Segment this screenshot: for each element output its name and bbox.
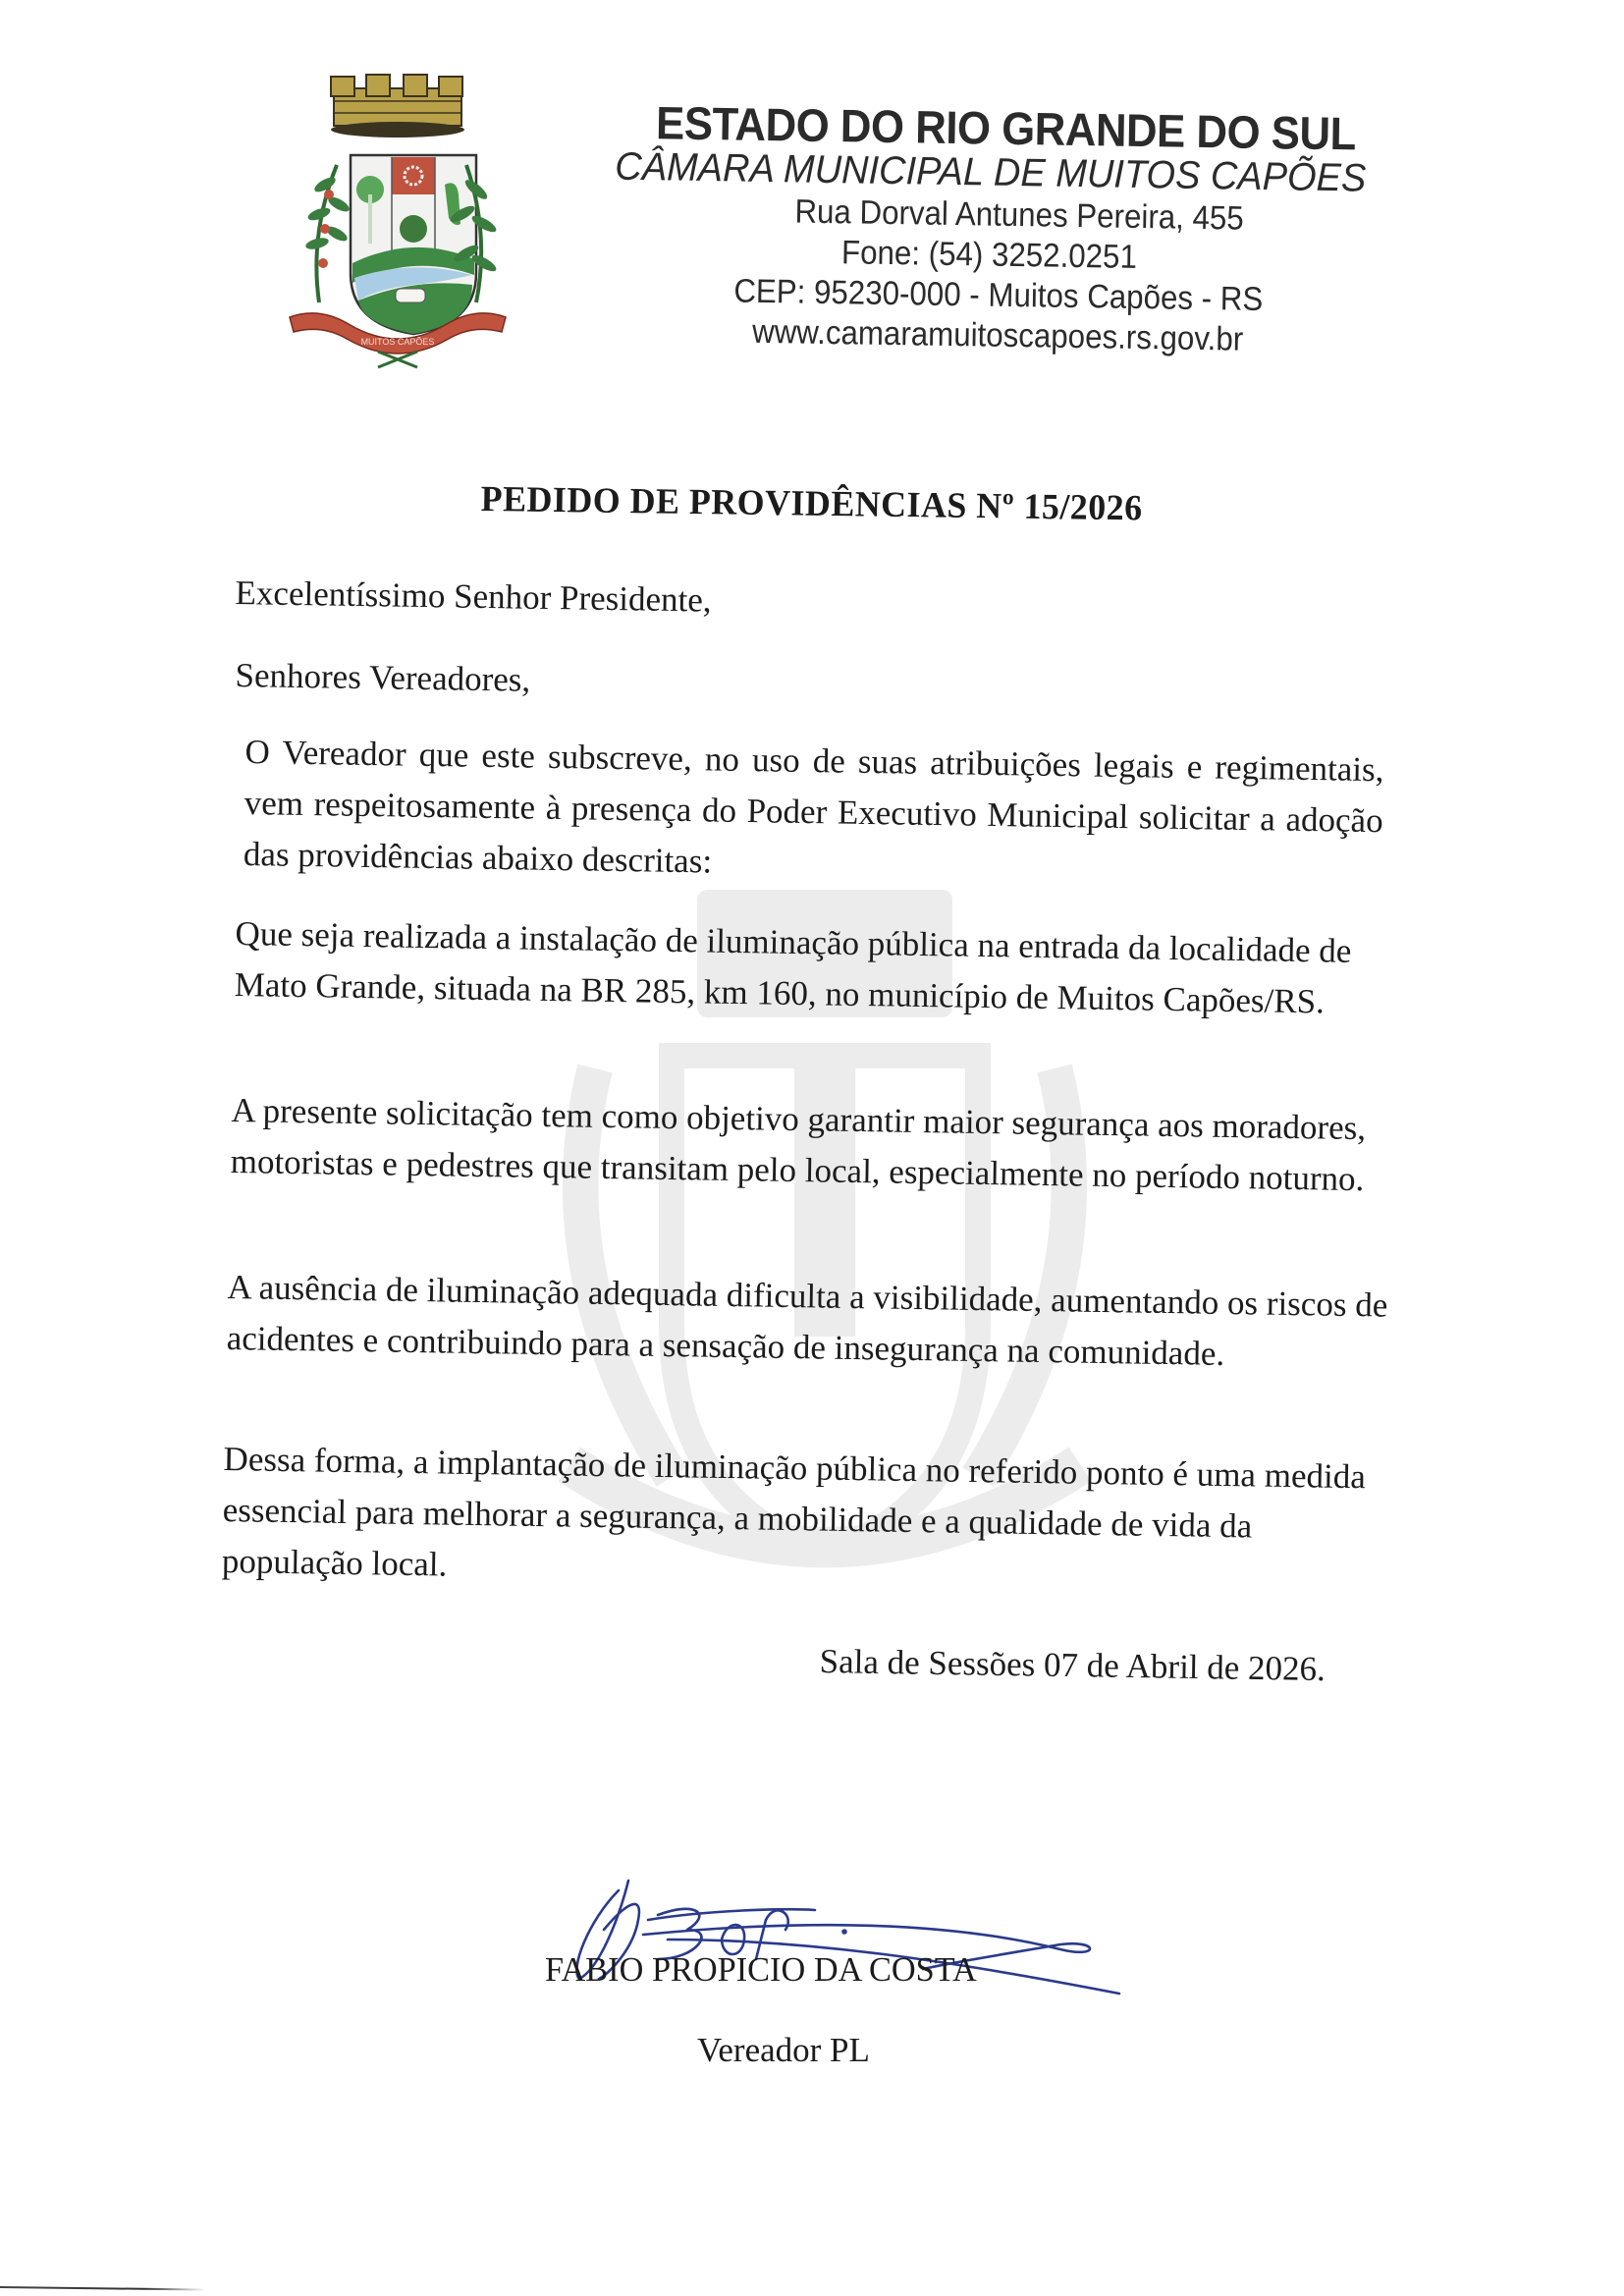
salutation-president [235,568,1394,637]
paragraph-text: Que seja realizada a instalação de iluminação pública na entrada da localidade de Mato Grande, situada na BR 285, km 160, no município de Muitos Capões/RS. [234,913,1352,1021]
paragraph-conclusion [222,1434,1402,1606]
letterhead-chamber: CÂMARA MUNICIPAL DE MUITOS CAPÕES [614,144,1367,200]
session-date: Sala de Sessões 07 de Abril de 2026. [819,1642,1326,1689]
paragraph-objective [230,1085,1389,1206]
paragraph-text: A presente solicitação tem como objetivo garantir maior segurança aos moradores, motoristas e pedestres que transitam pelo local, especialmente no período noturno. [230,1090,1367,1199]
letterhead-address: Rua Dorval Antunes Pereira, 455 [794,192,1245,238]
emblem-banner-text: MUITOS CAPÕES [360,337,435,347]
letterhead-website: www.camaramuitoscapoes.rs.gov.br [751,312,1244,358]
letterhead-state: ESTADO DO RIO GRANDE DO SUL [655,96,1357,160]
paragraph-intro [244,727,1384,898]
signer-role: Vereador PL [697,2031,870,2069]
municipal-coat-of-arms-icon [280,67,515,371]
paragraph-text: O Vereador que este subscreve, no uso de suas atribuições legais e regimentais, vem respeitosamente à presença do Poder Executivo Municipal solicitar a adoção das providências abaixo descritas: [243,732,1384,881]
scan-edge-line [0,2286,206,2291]
salutation-councilors [235,650,1394,720]
letterhead-cep: CEP: 95230-000 - Muitos Capões - RS [733,272,1264,318]
letterhead [575,94,1404,362]
paragraph-text: A ausência de iluminação adequada dificulta a visibilidade, aumentando os riscos de acidentes e contribuindo para a sensação de insegurança na comunidade. [226,1267,1388,1373]
mural-crown-icon [331,75,464,137]
handwritten-signature-icon [550,1861,1139,2018]
paragraph-justification [226,1262,1395,1383]
salutation-councilors-text: Senhores Vereadores, [235,655,531,699]
shield-icon [351,155,476,334]
document-title: PEDIDO DE PROVIDÊNCIAS Nº 15/2026 [480,478,1143,529]
salutation-president-text: Excelentíssimo Senhor Presidente, [235,573,712,620]
signer-name: FABIO PROPICIO DA COSTA [545,1950,977,1989]
paragraph-text: Dessa forma, a implantação de iluminação pública no referido ponto é uma medida essencial para melhorar a segurança, a mobilidade e a qualidade de vida da população local. [221,1439,1367,1584]
letterhead-phone: Fone: (54) 3252.0251 [840,234,1138,276]
paragraph-request [234,908,1383,1028]
